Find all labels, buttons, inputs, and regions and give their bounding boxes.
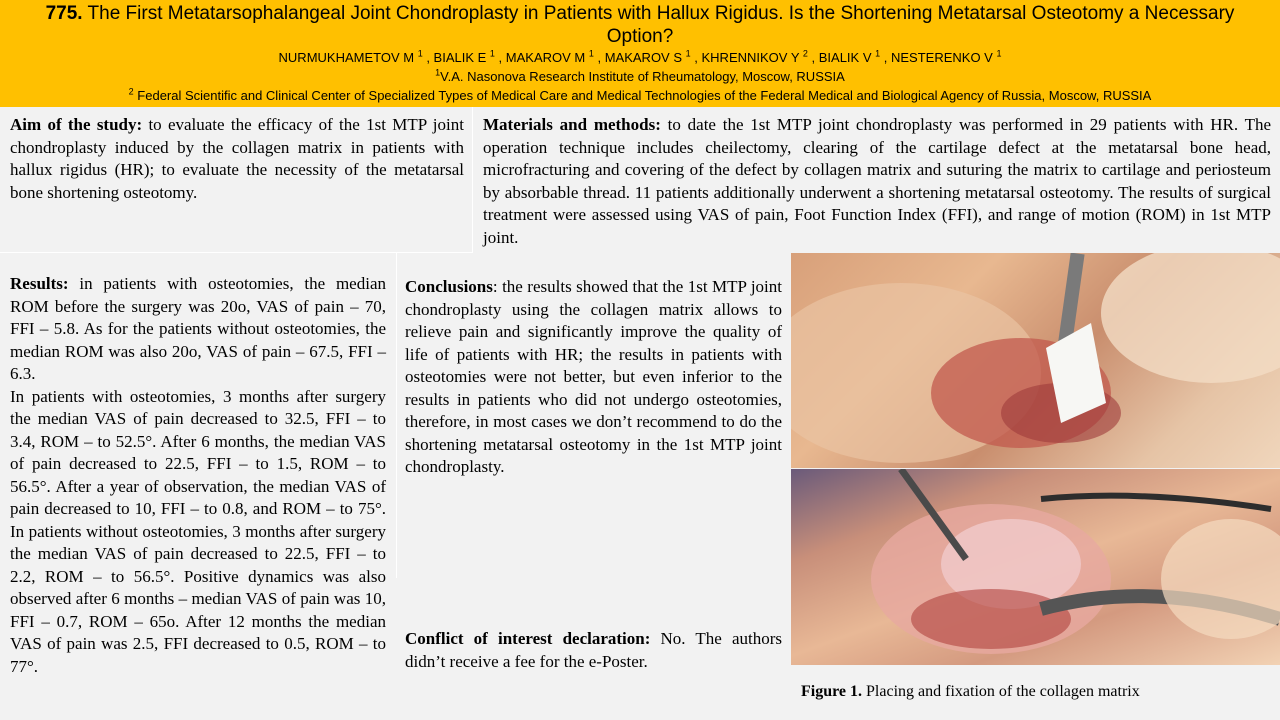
- results-section: [10, 273, 386, 678]
- author-name: BIALIK V $^1$: [818, 48, 881, 65]
- results-text: in patients with osteotomies, the median ROM before the surgery was 20o, VAS of pain – 70, FFI – 5.8. As for the patients without osteotomies, the median ROM was also 20o, VAS of pain – 67.5, FFI – 6.3.: [10, 274, 386, 383]
- author-affiliation-sup: 1: [875, 48, 881, 59]
- author-affiliation-sup: 2: [802, 48, 808, 59]
- surgery-photo-top: [791, 253, 1280, 468]
- author-name: NURMUKHAMETOV M $^1$: [278, 48, 423, 65]
- author-name: MAKAROV S $^1$: [604, 48, 691, 65]
- conclusions-label: Conclusions: [405, 277, 493, 296]
- poster-title: [0, 0, 1280, 48]
- affiliation-1: [0, 67, 1280, 86]
- author-affiliation-sup: 1: [996, 48, 1002, 59]
- aim-text: to evaluate the efficacy of the 1st MTP joint chondroplasty induced by the collagen matrix in patients with hallux rigidus (HR); to evaluate the necessity of the metatarsal bone shortening osteotomy.: [10, 115, 464, 202]
- author-affiliation-sup: 1: [417, 48, 423, 59]
- author-name: KHRENNIKOV Y $^2$: [701, 48, 808, 65]
- author-name: BIALIK E $^1$: [433, 48, 495, 65]
- figure-label: Figure 1.: [801, 683, 863, 700]
- figure-caption: [801, 683, 1140, 701]
- surgery-photo-bottom: [791, 469, 1280, 665]
- author-list: NURMUKHAMETOV M $^1$ , BIALIK E $^1$ , MAKAROV M $^1$ , MAKAROV S $^1$ , KHRENNIKOV Y $^2$ , BIALIK V $^1$ , NESTERENKO V $^1$: [278, 48, 1002, 65]
- poster-header: [0, 0, 1280, 107]
- results-label: Results:: [10, 274, 69, 293]
- methods-text: to date the 1st MTP joint chondroplasty was performed in 29 patients with HR. The operation technique includes cheilectomy, clearing of the cartilage defect at the metatarsal bone head, microfracturing and covering of the defect by collagen matrix and suturing the matrix to cartilage and periosteum by absorbable thread. 11 patients additionally underwent a shortening metatarsal osteotomy. The results of surgical treatment were assessed using VAS of pain, Foot Function Index (FFI), and range of motion (ROM) in 1st MTP joint.: [483, 115, 1271, 247]
- results-text-2: In patients with osteotomies, 3 months after surgery the median VAS of pain decreased to 32.5, FFI – to 3.4, ROM – to 52.5°. After 6 months, the median VAS of pain decreased to 22.5, FFI – to 1.5, ROM – to 56.5°. After a year of observation, the median VAS of pain decreased to 10, FFI – to 0.8, and ROM – to 75°. In patients without osteotomies, 3 months after surgery the median VAS of pain decreased to 22.5, FFI – to 2.2, ROM – to 56.5°. Positive dynamics was also observed after 6 months – median VAS of pain was 10, FFI – 0.7, ROM – 65o. After 12 months the median VAS of pain was 2.5, FFI decreased to 0.5, ROM – to 77°.: [10, 386, 386, 676]
- divider-horizontal: [0, 252, 473, 253]
- author-affiliation-sup: 1: [685, 48, 691, 59]
- affiliation-2: [0, 86, 1280, 105]
- conclusions-text: : the results showed that the 1st MTP joint chondroplasty using the collagen matrix allows to relieve pain and significantly improve the quality of life of patients with HR; the results in patients with osteotomies were not better, but even inferior to the results in patients who did not undergo osteotomies, therefore, in most cases we don’t recommend to do the shortening metatarsal osteotomy in the 1st MTP joint chondroplasty.: [405, 277, 782, 476]
- affiliation-1-text: V.A. Nasonova Research Institute of Rheumatology, Moscow, RUSSIA: [440, 69, 845, 84]
- methods-label: Materials and methods:: [483, 115, 661, 134]
- conflict-section: [405, 628, 782, 673]
- title-text: The First Metatarsophalangeal Joint Chondroplasty in Patients with Hallux Rigidus. Is the Shortening Metatarsal Osteotomy a Necessary Option?: [87, 3, 1235, 47]
- divider-vertical-top: [472, 107, 473, 253]
- conflict-label: Conflict of interest declaration:: [405, 629, 651, 648]
- author-affiliation-sup: 1: [489, 48, 495, 59]
- author-affiliation-sup: 1: [588, 48, 594, 59]
- methods-section: [483, 114, 1271, 249]
- conclusions-section: [405, 276, 782, 479]
- divider-vertical-mid: [396, 253, 397, 578]
- conflict-text: No. The authors didn’t receive a fee for the e-Poster.: [405, 629, 782, 671]
- aim-label: Aim of the study:: [10, 115, 143, 134]
- affiliation-2-text: Federal Scientific and Clinical Center of Specialized Types of Medical Care and Medical Technologies of the Federal Medical and Biological Agency of Russia, Moscow, RUSSIA: [137, 88, 1152, 103]
- affiliation-2-sup: 2: [128, 86, 134, 97]
- author-name: MAKAROV M $^1$: [505, 48, 594, 65]
- author-name: NESTERENKO V $^1$: [890, 48, 1002, 65]
- aim-section: [10, 114, 464, 204]
- affiliation-1-sup: 1: [435, 67, 441, 78]
- abstract-number: 775.: [45, 3, 83, 24]
- figure-caption-text: Placing and fixation of the collagen matrix: [862, 683, 1140, 700]
